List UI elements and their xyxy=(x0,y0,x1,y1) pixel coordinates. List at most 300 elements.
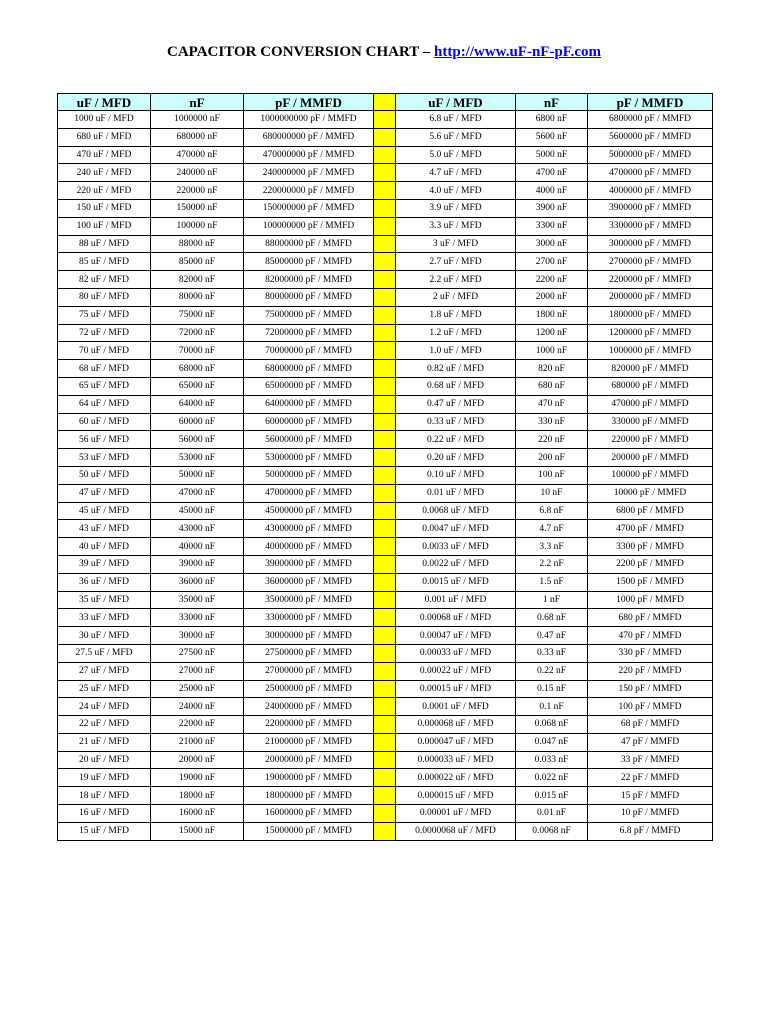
header-uf-mfd-right: uF / MFD xyxy=(396,94,516,111)
cell-pf-mmfd-right: 3300 pF / MMFD xyxy=(588,538,713,556)
cell-nf-left: 85000 nF xyxy=(151,253,244,271)
cell-uf-mfd-right: 1.0 uF / MFD xyxy=(396,342,516,360)
cell-uf-mfd-left: 82 uF / MFD xyxy=(58,271,151,289)
cell-nf-left: 220000 nF xyxy=(151,182,244,200)
cell-pf-mmfd-right: 2200 pF / MMFD xyxy=(588,555,713,573)
cell-uf-mfd-right: 0.00015 uF / MFD xyxy=(396,680,516,698)
title-text: CAPACITOR CONVERSION CHART – xyxy=(167,44,435,60)
cell-pf-mmfd-right: 5000000 pF / MMFD xyxy=(588,146,713,164)
table-row xyxy=(58,591,713,609)
table-row xyxy=(58,395,713,413)
cell-uf-mfd-left: 100 uF / MFD xyxy=(58,217,151,235)
cell-nf-left: 45000 nF xyxy=(151,502,244,520)
table-row xyxy=(58,502,713,520)
cell-nf-right: 0.015 nF xyxy=(516,787,588,805)
table-row xyxy=(58,769,713,787)
cell-nf-left: 33000 nF xyxy=(151,609,244,627)
separator-cell xyxy=(374,235,396,253)
website-link[interactable]: http://www.uF-nF-pF.com xyxy=(434,44,601,60)
cell-nf-left: 65000 nF xyxy=(151,377,244,395)
table-row xyxy=(58,449,713,467)
cell-pf-mmfd-right: 15 pF / MMFD xyxy=(588,787,713,805)
cell-nf-right: 1200 nF xyxy=(516,324,588,342)
separator-cell xyxy=(374,662,396,680)
cell-nf-right: 820 nF xyxy=(516,360,588,378)
cell-uf-mfd-left: 25 uF / MFD xyxy=(58,680,151,698)
table-row xyxy=(58,466,713,484)
cell-uf-mfd-left: 21 uF / MFD xyxy=(58,733,151,751)
header-uf-mfd-left: uF / MFD xyxy=(58,94,151,111)
cell-pf-mmfd-right: 220000 pF / MMFD xyxy=(588,431,713,449)
cell-uf-mfd-left: 43 uF / MFD xyxy=(58,520,151,538)
cell-nf-left: 680000 nF xyxy=(151,128,244,146)
cell-nf-left: 240000 nF xyxy=(151,164,244,182)
cell-pf-mmfd-left: 100000000 pF / MMFD xyxy=(244,217,374,235)
cell-uf-mfd-right: 3.9 uF / MFD xyxy=(396,199,516,217)
cell-pf-mmfd-right: 470 pF / MMFD xyxy=(588,627,713,645)
cell-nf-left: 470000 nF xyxy=(151,146,244,164)
cell-nf-right: 1 nF xyxy=(516,591,588,609)
cell-uf-mfd-right: 2.2 uF / MFD xyxy=(396,271,516,289)
cell-uf-mfd-right: 1.2 uF / MFD xyxy=(396,324,516,342)
cell-nf-left: 53000 nF xyxy=(151,449,244,467)
cell-pf-mmfd-left: 88000000 pF / MMFD xyxy=(244,235,374,253)
cell-pf-mmfd-right: 100 pF / MMFD xyxy=(588,698,713,716)
cell-uf-mfd-right: 0.10 uF / MFD xyxy=(396,466,516,484)
cell-nf-right: 3900 nF xyxy=(516,199,588,217)
cell-nf-right: 0.68 nF xyxy=(516,609,588,627)
cell-uf-mfd-right: 0.33 uF / MFD xyxy=(396,413,516,431)
cell-pf-mmfd-right: 4700 pF / MMFD xyxy=(588,520,713,538)
cell-uf-mfd-left: 80 uF / MFD xyxy=(58,288,151,306)
cell-pf-mmfd-left: 45000000 pF / MMFD xyxy=(244,502,374,520)
table-header-row xyxy=(58,94,713,111)
cell-pf-mmfd-left: 25000000 pF / MMFD xyxy=(244,680,374,698)
cell-nf-left: 20000 nF xyxy=(151,751,244,769)
cell-uf-mfd-left: 53 uF / MFD xyxy=(58,449,151,467)
cell-nf-left: 18000 nF xyxy=(151,787,244,805)
cell-pf-mmfd-left: 22000000 pF / MMFD xyxy=(244,716,374,734)
cell-nf-left: 82000 nF xyxy=(151,271,244,289)
cell-nf-right: 0.47 nF xyxy=(516,627,588,645)
cell-uf-mfd-left: 24 uF / MFD xyxy=(58,698,151,716)
cell-pf-mmfd-left: 16000000 pF / MMFD xyxy=(244,805,374,823)
cell-uf-mfd-left: 150 uF / MFD xyxy=(58,199,151,217)
separator-cell xyxy=(374,111,396,129)
cell-nf-left: 19000 nF xyxy=(151,769,244,787)
cell-pf-mmfd-right: 1500 pF / MMFD xyxy=(588,573,713,591)
cell-pf-mmfd-left: 56000000 pF / MMFD xyxy=(244,431,374,449)
cell-uf-mfd-right: 5.6 uF / MFD xyxy=(396,128,516,146)
cell-nf-right: 6.8 nF xyxy=(516,502,588,520)
separator-cell xyxy=(374,555,396,573)
cell-nf-right: 0.022 nF xyxy=(516,769,588,787)
cell-pf-mmfd-left: 680000000 pF / MMFD xyxy=(244,128,374,146)
table-row xyxy=(58,342,713,360)
cell-nf-left: 64000 nF xyxy=(151,395,244,413)
cell-nf-left: 50000 nF xyxy=(151,466,244,484)
cell-pf-mmfd-right: 1200000 pF / MMFD xyxy=(588,324,713,342)
table-row xyxy=(58,217,713,235)
separator-cell xyxy=(374,449,396,467)
cell-pf-mmfd-left: 18000000 pF / MMFD xyxy=(244,787,374,805)
cell-pf-mmfd-right: 200000 pF / MMFD xyxy=(588,449,713,467)
separator-cell xyxy=(374,217,396,235)
cell-nf-right: 4.7 nF xyxy=(516,520,588,538)
cell-nf-left: 22000 nF xyxy=(151,716,244,734)
separator-cell xyxy=(374,413,396,431)
table-row xyxy=(58,680,713,698)
cell-nf-right: 470 nF xyxy=(516,395,588,413)
separator-cell xyxy=(374,342,396,360)
cell-pf-mmfd-left: 1000000000 pF / MMFD xyxy=(244,111,374,129)
cell-uf-mfd-left: 50 uF / MFD xyxy=(58,466,151,484)
separator-cell xyxy=(374,627,396,645)
cell-pf-mmfd-right: 680000 pF / MMFD xyxy=(588,377,713,395)
cell-pf-mmfd-right: 6800000 pF / MMFD xyxy=(588,111,713,129)
separator-cell xyxy=(374,271,396,289)
cell-uf-mfd-left: 75 uF / MFD xyxy=(58,306,151,324)
cell-nf-left: 36000 nF xyxy=(151,573,244,591)
cell-uf-mfd-right: 0.0001 uF / MFD xyxy=(396,698,516,716)
separator-cell xyxy=(374,591,396,609)
cell-nf-left: 72000 nF xyxy=(151,324,244,342)
cell-uf-mfd-left: 27 uF / MFD xyxy=(58,662,151,680)
cell-pf-mmfd-right: 100000 pF / MMFD xyxy=(588,466,713,484)
cell-nf-right: 5600 nF xyxy=(516,128,588,146)
cell-pf-mmfd-right: 1000 pF / MMFD xyxy=(588,591,713,609)
cell-pf-mmfd-left: 80000000 pF / MMFD xyxy=(244,288,374,306)
separator-cell xyxy=(374,805,396,823)
cell-pf-mmfd-right: 47 pF / MMFD xyxy=(588,733,713,751)
cell-nf-left: 150000 nF xyxy=(151,199,244,217)
cell-pf-mmfd-left: 72000000 pF / MMFD xyxy=(244,324,374,342)
cell-pf-mmfd-right: 10000 pF / MMFD xyxy=(588,484,713,502)
cell-uf-mfd-right: 4.7 uF / MFD xyxy=(396,164,516,182)
cell-pf-mmfd-left: 21000000 pF / MMFD xyxy=(244,733,374,751)
table-row xyxy=(58,644,713,662)
cell-pf-mmfd-left: 150000000 pF / MMFD xyxy=(244,199,374,217)
table-row xyxy=(58,235,713,253)
table-row xyxy=(58,609,713,627)
cell-nf-left: 30000 nF xyxy=(151,627,244,645)
table-row xyxy=(58,627,713,645)
cell-pf-mmfd-right: 3000000 pF / MMFD xyxy=(588,235,713,253)
cell-uf-mfd-right: 0.00047 uF / MFD xyxy=(396,627,516,645)
cell-uf-mfd-right: 0.82 uF / MFD xyxy=(396,360,516,378)
cell-uf-mfd-right: 2 uF / MFD xyxy=(396,288,516,306)
cell-uf-mfd-left: 40 uF / MFD xyxy=(58,538,151,556)
cell-pf-mmfd-right: 330000 pF / MMFD xyxy=(588,413,713,431)
cell-uf-mfd-left: 88 uF / MFD xyxy=(58,235,151,253)
cell-pf-mmfd-right: 68 pF / MMFD xyxy=(588,716,713,734)
table-row xyxy=(58,199,713,217)
separator-cell xyxy=(374,395,396,413)
separator-cell xyxy=(374,733,396,751)
cell-uf-mfd-right: 0.22 uF / MFD xyxy=(396,431,516,449)
cell-nf-left: 88000 nF xyxy=(151,235,244,253)
cell-uf-mfd-right: 3 uF / MFD xyxy=(396,235,516,253)
cell-pf-mmfd-right: 330 pF / MMFD xyxy=(588,644,713,662)
cell-uf-mfd-right: 0.0015 uF / MFD xyxy=(396,573,516,591)
cell-nf-left: 43000 nF xyxy=(151,520,244,538)
cell-uf-mfd-left: 85 uF / MFD xyxy=(58,253,151,271)
cell-nf-left: 70000 nF xyxy=(151,342,244,360)
cell-pf-mmfd-left: 33000000 pF / MMFD xyxy=(244,609,374,627)
cell-uf-mfd-left: 45 uF / MFD xyxy=(58,502,151,520)
table-row xyxy=(58,431,713,449)
cell-pf-mmfd-right: 5600000 pF / MMFD xyxy=(588,128,713,146)
separator-cell xyxy=(374,644,396,662)
cell-uf-mfd-left: 16 uF / MFD xyxy=(58,805,151,823)
cell-nf-right: 3300 nF xyxy=(516,217,588,235)
table-row xyxy=(58,146,713,164)
separator-cell xyxy=(374,822,396,840)
cell-uf-mfd-left: 36 uF / MFD xyxy=(58,573,151,591)
conversion-table xyxy=(57,93,713,841)
table-row xyxy=(58,787,713,805)
cell-uf-mfd-right: 0.68 uF / MFD xyxy=(396,377,516,395)
cell-nf-right: 0.01 nF xyxy=(516,805,588,823)
cell-uf-mfd-right: 0.0033 uF / MFD xyxy=(396,538,516,556)
separator-cell xyxy=(374,431,396,449)
cell-nf-left: 60000 nF xyxy=(151,413,244,431)
cell-pf-mmfd-left: 27500000 pF / MMFD xyxy=(244,644,374,662)
separator-cell xyxy=(374,680,396,698)
cell-pf-mmfd-left: 50000000 pF / MMFD xyxy=(244,466,374,484)
cell-nf-left: 100000 nF xyxy=(151,217,244,235)
cell-pf-mmfd-right: 3300000 pF / MMFD xyxy=(588,217,713,235)
cell-uf-mfd-right: 6.8 uF / MFD xyxy=(396,111,516,129)
table-row xyxy=(58,805,713,823)
cell-nf-right: 4000 nF xyxy=(516,182,588,200)
cell-uf-mfd-right: 0.20 uF / MFD xyxy=(396,449,516,467)
cell-uf-mfd-right: 0.000022 uF / MFD xyxy=(396,769,516,787)
cell-uf-mfd-right: 0.000047 uF / MFD xyxy=(396,733,516,751)
cell-uf-mfd-left: 60 uF / MFD xyxy=(58,413,151,431)
table-row xyxy=(58,271,713,289)
cell-pf-mmfd-left: 70000000 pF / MMFD xyxy=(244,342,374,360)
separator-cell xyxy=(374,769,396,787)
cell-nf-left: 39000 nF xyxy=(151,555,244,573)
cell-uf-mfd-right: 0.0022 uF / MFD xyxy=(396,555,516,573)
cell-uf-mfd-right: 0.00068 uF / MFD xyxy=(396,609,516,627)
cell-uf-mfd-right: 0.0068 uF / MFD xyxy=(396,502,516,520)
cell-nf-left: 16000 nF xyxy=(151,805,244,823)
table-row xyxy=(58,484,713,502)
cell-pf-mmfd-right: 3900000 pF / MMFD xyxy=(588,199,713,217)
cell-nf-left: 27000 nF xyxy=(151,662,244,680)
cell-uf-mfd-left: 47 uF / MFD xyxy=(58,484,151,502)
cell-pf-mmfd-right: 220 pF / MMFD xyxy=(588,662,713,680)
cell-uf-mfd-left: 27.5 uF / MFD xyxy=(58,644,151,662)
cell-nf-right: 2000 nF xyxy=(516,288,588,306)
cell-uf-mfd-right: 0.01 uF / MFD xyxy=(396,484,516,502)
cell-nf-left: 35000 nF xyxy=(151,591,244,609)
cell-pf-mmfd-left: 240000000 pF / MMFD xyxy=(244,164,374,182)
cell-nf-right: 0.033 nF xyxy=(516,751,588,769)
cell-pf-mmfd-right: 2200000 pF / MMFD xyxy=(588,271,713,289)
cell-pf-mmfd-left: 20000000 pF / MMFD xyxy=(244,751,374,769)
cell-nf-right: 4700 nF xyxy=(516,164,588,182)
cell-nf-right: 330 nF xyxy=(516,413,588,431)
cell-pf-mmfd-left: 65000000 pF / MMFD xyxy=(244,377,374,395)
cell-nf-left: 80000 nF xyxy=(151,288,244,306)
table-row xyxy=(58,716,713,734)
table-row xyxy=(58,520,713,538)
cell-uf-mfd-left: 64 uF / MFD xyxy=(58,395,151,413)
cell-nf-left: 1000000 nF xyxy=(151,111,244,129)
separator-cell xyxy=(374,609,396,627)
cell-pf-mmfd-right: 1800000 pF / MMFD xyxy=(588,306,713,324)
table-row xyxy=(58,698,713,716)
separator-column-header xyxy=(374,94,396,111)
cell-nf-left: 21000 nF xyxy=(151,733,244,751)
cell-uf-mfd-right: 5.0 uF / MFD xyxy=(396,146,516,164)
separator-cell xyxy=(374,360,396,378)
cell-nf-right: 5000 nF xyxy=(516,146,588,164)
table-row xyxy=(58,182,713,200)
separator-cell xyxy=(374,484,396,502)
cell-nf-left: 40000 nF xyxy=(151,538,244,556)
separator-cell xyxy=(374,306,396,324)
table-row xyxy=(58,306,713,324)
cell-pf-mmfd-right: 1000000 pF / MMFD xyxy=(588,342,713,360)
table-row xyxy=(58,733,713,751)
table-row xyxy=(58,538,713,556)
cell-nf-right: 3000 nF xyxy=(516,235,588,253)
cell-nf-right: 2.2 nF xyxy=(516,555,588,573)
cell-pf-mmfd-left: 35000000 pF / MMFD xyxy=(244,591,374,609)
separator-cell xyxy=(374,502,396,520)
cell-uf-mfd-left: 240 uF / MFD xyxy=(58,164,151,182)
cell-uf-mfd-right: 1.8 uF / MFD xyxy=(396,306,516,324)
cell-nf-right: 1.5 nF xyxy=(516,573,588,591)
cell-uf-mfd-right: 0.000068 uF / MFD xyxy=(396,716,516,734)
table-row xyxy=(58,324,713,342)
cell-pf-mmfd-right: 2700000 pF / MMFD xyxy=(588,253,713,271)
table-row xyxy=(58,111,713,129)
cell-pf-mmfd-right: 22 pF / MMFD xyxy=(588,769,713,787)
separator-cell xyxy=(374,377,396,395)
cell-pf-mmfd-right: 4700000 pF / MMFD xyxy=(588,164,713,182)
separator-cell xyxy=(374,164,396,182)
separator-cell xyxy=(374,787,396,805)
cell-pf-mmfd-left: 40000000 pF / MMFD xyxy=(244,538,374,556)
cell-nf-left: 68000 nF xyxy=(151,360,244,378)
header-pf-mmfd-right: pF / MMFD xyxy=(588,94,713,111)
cell-uf-mfd-left: 220 uF / MFD xyxy=(58,182,151,200)
cell-pf-mmfd-left: 24000000 pF / MMFD xyxy=(244,698,374,716)
separator-cell xyxy=(374,698,396,716)
cell-uf-mfd-left: 68 uF / MFD xyxy=(58,360,151,378)
table-row xyxy=(58,164,713,182)
separator-cell xyxy=(374,146,396,164)
separator-cell xyxy=(374,466,396,484)
cell-nf-left: 24000 nF xyxy=(151,698,244,716)
cell-uf-mfd-left: 15 uF / MFD xyxy=(58,822,151,840)
separator-cell xyxy=(374,128,396,146)
cell-pf-mmfd-left: 64000000 pF / MMFD xyxy=(244,395,374,413)
cell-nf-right: 2700 nF xyxy=(516,253,588,271)
cell-uf-mfd-left: 72 uF / MFD xyxy=(58,324,151,342)
cell-uf-mfd-left: 19 uF / MFD xyxy=(58,769,151,787)
cell-pf-mmfd-left: 15000000 pF / MMFD xyxy=(244,822,374,840)
cell-nf-left: 47000 nF xyxy=(151,484,244,502)
cell-pf-mmfd-right: 4000000 pF / MMFD xyxy=(588,182,713,200)
cell-uf-mfd-right: 0.00033 uF / MFD xyxy=(396,644,516,662)
table-body xyxy=(58,111,713,841)
cell-uf-mfd-right: 2.7 uF / MFD xyxy=(396,253,516,271)
cell-pf-mmfd-right: 820000 pF / MMFD xyxy=(588,360,713,378)
cell-uf-mfd-left: 30 uF / MFD xyxy=(58,627,151,645)
cell-nf-right: 0.047 nF xyxy=(516,733,588,751)
cell-uf-mfd-left: 56 uF / MFD xyxy=(58,431,151,449)
cell-pf-mmfd-right: 6800 pF / MMFD xyxy=(588,502,713,520)
cell-uf-mfd-right: 0.0000068 uF / MFD xyxy=(396,822,516,840)
cell-nf-right: 100 nF xyxy=(516,466,588,484)
separator-cell xyxy=(374,520,396,538)
cell-uf-mfd-right: 0.000015 uF / MFD xyxy=(396,787,516,805)
cell-nf-right: 1000 nF xyxy=(516,342,588,360)
cell-uf-mfd-right: 0.47 uF / MFD xyxy=(396,395,516,413)
cell-pf-mmfd-left: 19000000 pF / MMFD xyxy=(244,769,374,787)
header-nf-right: nF xyxy=(516,94,588,111)
table-row xyxy=(58,360,713,378)
cell-pf-mmfd-left: 43000000 pF / MMFD xyxy=(244,520,374,538)
cell-pf-mmfd-left: 36000000 pF / MMFD xyxy=(244,573,374,591)
cell-nf-right: 2200 nF xyxy=(516,271,588,289)
cell-uf-mfd-left: 39 uF / MFD xyxy=(58,555,151,573)
cell-pf-mmfd-right: 6.8 pF / MMFD xyxy=(588,822,713,840)
cell-pf-mmfd-left: 68000000 pF / MMFD xyxy=(244,360,374,378)
cell-uf-mfd-left: 1000 uF / MFD xyxy=(58,111,151,129)
cell-uf-mfd-left: 65 uF / MFD xyxy=(58,377,151,395)
cell-pf-mmfd-left: 53000000 pF / MMFD xyxy=(244,449,374,467)
cell-pf-mmfd-right: 33 pF / MMFD xyxy=(588,751,713,769)
cell-pf-mmfd-left: 27000000 pF / MMFD xyxy=(244,662,374,680)
cell-uf-mfd-left: 470 uF / MFD xyxy=(58,146,151,164)
cell-pf-mmfd-right: 10 pF / MMFD xyxy=(588,805,713,823)
cell-pf-mmfd-left: 82000000 pF / MMFD xyxy=(244,271,374,289)
cell-nf-right: 0.33 nF xyxy=(516,644,588,662)
cell-uf-mfd-left: 18 uF / MFD xyxy=(58,787,151,805)
cell-nf-right: 0.1 nF xyxy=(516,698,588,716)
header-nf-left: nF xyxy=(151,94,244,111)
separator-cell xyxy=(374,288,396,306)
table-row xyxy=(58,751,713,769)
table-row xyxy=(58,555,713,573)
table-row xyxy=(58,377,713,395)
table-row xyxy=(58,662,713,680)
header-pf-mmfd-left: pF / MMFD xyxy=(244,94,374,111)
separator-cell xyxy=(374,573,396,591)
cell-nf-left: 25000 nF xyxy=(151,680,244,698)
table-row xyxy=(58,288,713,306)
cell-nf-right: 6800 nF xyxy=(516,111,588,129)
cell-nf-left: 27500 nF xyxy=(151,644,244,662)
cell-uf-mfd-left: 33 uF / MFD xyxy=(58,609,151,627)
separator-cell xyxy=(374,751,396,769)
cell-uf-mfd-left: 35 uF / MFD xyxy=(58,591,151,609)
page-title xyxy=(0,44,768,61)
separator-cell xyxy=(374,182,396,200)
table-row xyxy=(58,822,713,840)
cell-nf-right: 0.15 nF xyxy=(516,680,588,698)
cell-uf-mfd-left: 22 uF / MFD xyxy=(58,716,151,734)
cell-nf-right: 0.0068 nF xyxy=(516,822,588,840)
cell-nf-right: 1800 nF xyxy=(516,306,588,324)
